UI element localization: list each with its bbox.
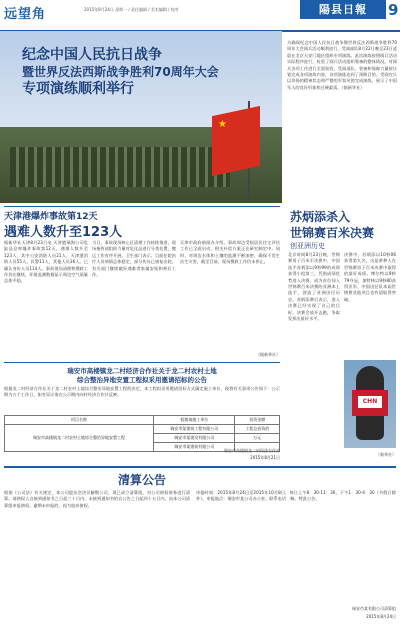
runner-bib: CHN [358,396,382,408]
bottom-headline: 清算公告 [117,473,166,487]
divider [4,466,396,468]
story-left-author: （据新华社） [256,352,280,357]
headline-line-2: 暨世界反法西斯战争胜利70周年大会 [22,65,219,79]
story-right-col-1: 北京时间8月23日晚，世锦赛男子百米半决赛中，中国选手苏炳添以9秒99的成绩获得小组第三，凭借成绩优势进入决赛，成为首位闯入世锦赛百米决赛的亚洲本土选手，创造了亚洲田径历史。苏炳添赛后表示，进入决赛已经实现了自己的目标，决赛会放开去跑，争取发挥出最好水平。 [288,252,340,322]
flag-image [212,106,260,176]
bottom-col-2: 申报时间：2015年8月24日至2015年10月8日，每日上午8：30-11：30，下午1：30-4：30（节假日除外）。申报地点：瑞安市某公司办公室。联系电话：略。特此公告。 [196,490,396,502]
story-right-col-2: 决赛中，苏炳添以10秒06获得第九名，这是黄种人在世锦赛男子百米决赛中取得的最好成绩。博尔特以9秒79夺冠，加特林以9秒80获得亚军。中国田径队本届世锦赛其他项目也有望取得突破。 [344,252,396,302]
notice-title-1: 瑞安市高楼镇龙二村经济合作社关于龙二村农村土地 [67,367,217,375]
feature-sidebar-text: 为确保纪念中国人民抗日战争暨世界反法西斯战争胜利70周年大会阅兵活动顺利进行，受阅部队8月22日晚至23日凌晨在北京天安门地区组织专项演练。此次演练按照阅兵活动实际程序进行，检验了阅兵活动组织筹备的整体情况，对阅兵各项工作进行全面检验，受阅部队、装备和保障力量按计划完成各项演练内容，各项演练达到了预期目的。受阅官兵以昂扬的精神状态和严整的军容风貌完成演练，展示了中国军人的良好形象和过硬素质。（据新华社） [287,40,397,90]
notice-signer: 瑞安市高楼镇龙二村经济合作社 [224,448,280,453]
divider [4,362,280,363]
table-row: 瑞安市高楼镇龙二村农村土地综合整治异地安置工程 瑞安市某建筑工程有限公司 工程总投资约 [5,425,280,434]
story-right-author: （新华社） [376,452,396,457]
bottom-date: 2015年8月24日 [366,614,396,619]
sprinter-photo [344,360,396,448]
story-left-col-3: 天津市政府新闻办介绍，事故周边受损居民住宅评估工作已全面启动，相关补偿方案正在研究制定中。同时，对周边水体和土壤的监测不断加密，确保不发生次生灾害。截至目前，现场搜救工作仍未停止。 [180,240,280,265]
story-right-subtitle: 创亚洲历史 [290,242,325,250]
story-left-headline: 遇难人数升至123人 [4,225,123,240]
masthead-logo: 陽县日報 [300,0,386,19]
notice-title-2: 综合整治异地安置工程拟采用邀请招标的公告 [77,376,207,384]
headline-line-3: 专项演练顺利举行 [22,81,134,97]
table-header: 拟邀请施工单位 [154,416,235,425]
story-left-kicker: 天津港爆炸事故第12天 [4,212,98,222]
story-left-col-1: 据新华社天津8月23日电 天津港瑞海公司危险品仓库爆炸事故第12天，遇难人数升至123人，其中公安消防人员21人，天津港消防人员55人，民警11人，其他人员36人。已确认身份人员114人。事故现场清理和搜救工作仍在继续，环境监测数据显示周边空气质量总体平稳。 [4,240,88,284]
story-right-headline-2: 世锦赛百米决赛 [290,226,375,240]
notice-date: 2015年8月21日 [250,455,280,460]
bottom-col-1: 根据《公司法》有关规定，本公司股东会决议解散公司，现已成立清算组，对公司债权债务进行清算。请债权人自接到通知书之日起三十日内，未接到通知书的自公告之日起四十五日内，向本公司清算组申报债权。逾期未申报的，视为放弃债权。 [4,490,190,508]
table-header: 项目名称 [5,416,154,425]
bottom-signer: 瑞安市某有限公司清算组 [352,606,396,611]
feature-headline [22,46,277,98]
section-name: 远望角 [4,7,47,22]
page-number: 9 [388,1,399,19]
divider [4,206,280,207]
issue-info: 2015年8月24日 星期一 / 责任编辑 / 美术编辑 / 校对 [84,7,179,12]
story-right-headline-1: 苏炳添杀入 [290,210,351,224]
table-row: 瑞安市某建筑有限公司 [5,443,280,452]
star-icon: ★ [218,119,227,130]
table-header: 投资金额 [235,416,280,425]
table-row: 瑞安市某建设有限公司 万元 [5,434,280,443]
parade-formation [10,147,230,187]
headline-line-1: 纪念中国人民抗日战争 [22,47,162,63]
story-left-col-2: 当日，事故现场核心区清理工作持续推进，现场指挥部组织力量对危化品进行分类处置，搬运工作有序开展。卫生部门表示，目前住院治疗人员病情总体稳定，部分伤员已康复出院。有关部门继续做好遇难者家属安抚和善后工作。 [92,240,176,278]
notice-body: 根据龙二村经济合作社关于龙二村农村土地综合整治异地安置工程的决定，本工程拟采用邀请招标方式确定施工单位，现将有关事项公告如下：公示期为五个工作日，如有异议请在公示期内向村经济合作社反映。 [4,386,280,398]
page-header [0,0,400,32]
notice-table [4,415,280,452]
